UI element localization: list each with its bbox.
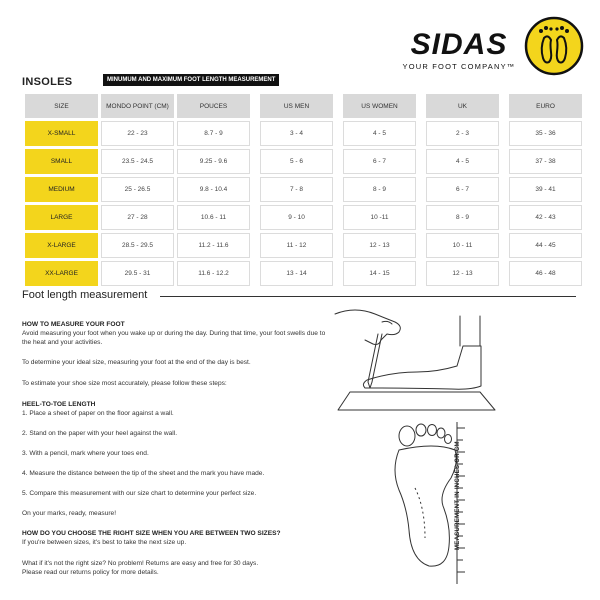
euro-cell: 35 - 36 — [509, 121, 582, 146]
uk-cell: 8 - 9 — [426, 205, 499, 230]
mondo-cell: 23.5 - 24.5 — [101, 149, 174, 174]
us-men-cell: 11 - 12 — [260, 233, 333, 258]
size-cell: X-SMALL — [25, 121, 98, 146]
measurement-banner: MINUMUM AND MAXIMUM FOOT LENGTH MEASUREMENT — [103, 74, 279, 86]
table-row — [25, 121, 582, 146]
pouces-cell: 10.6 - 11 — [177, 205, 250, 230]
header-us-men: US MEN — [260, 94, 333, 118]
euro-cell: 44 - 45 — [509, 233, 582, 258]
step-3: 3. With a pencil, mark where your toes end. — [22, 450, 149, 457]
how-to-measure-heading: HOW TO MEASURE YOUR FOOT — [22, 321, 125, 328]
brand-tagline: YOUR FOOT COMPANY™ — [402, 62, 516, 71]
uk-cell: 12 - 13 — [426, 261, 499, 286]
size-chart-table — [22, 91, 585, 289]
mondo-cell: 25 - 26.5 — [101, 177, 174, 202]
step-2: 2. Stand on the paper with your heel against the wall. — [22, 430, 178, 437]
header-size: SIZE — [25, 94, 98, 118]
us-men-cell: 7 - 8 — [260, 177, 333, 202]
pouces-cell: 9.25 - 9.6 — [177, 149, 250, 174]
header-pouces: POUCES — [177, 94, 250, 118]
table-row — [25, 177, 582, 202]
heel-to-toe-heading: HEEL-TO-TOE LENGTH — [22, 401, 96, 408]
pouces-cell: 8.7 - 9 — [177, 121, 250, 146]
estimate-text: To estimate your shoe size most accurately, please follow these steps: — [22, 380, 227, 387]
size-cell: X-LARGE — [25, 233, 98, 258]
header-mondo-point: MONDO POINT (CM) — [101, 94, 174, 118]
pouces-cell: 11.2 - 11.6 — [177, 233, 250, 258]
step-5: 5. Compare this measurement with our size chart to determine your perfect size. — [22, 490, 257, 497]
section-title: Foot length measurement — [22, 289, 148, 301]
uk-cell: 6 - 7 — [426, 177, 499, 202]
uk-cell: 10 - 11 — [426, 233, 499, 258]
mondo-cell: 27 - 28 — [101, 205, 174, 230]
us-men-cell: 13 - 14 — [260, 261, 333, 286]
between-sizes-heading: HOW DO YOU CHOOSE THE RIGHT SIZE WHEN YOU ARE BETWEEN TWO SIZES? — [22, 530, 281, 537]
us-women-cell: 6 - 7 — [343, 149, 416, 174]
returns-text-2: Please read our returns policy for more details. — [22, 569, 159, 576]
us-women-cell: 12 - 13 — [343, 233, 416, 258]
step-1: 1. Place a sheet of paper on the floor against a wall. — [22, 410, 174, 417]
sidas-footprint-logo-icon — [524, 16, 584, 76]
size-cell: XX-LARGE — [25, 261, 98, 286]
euro-cell: 46 - 48 — [509, 261, 582, 286]
size-cell: SMALL — [25, 149, 98, 174]
mondo-cell: 28.5 - 29.5 — [101, 233, 174, 258]
header-euro: EURO — [509, 94, 582, 118]
between-sizes-text: If you're between sizes, it's best to take the next size up. — [22, 539, 187, 546]
table-row — [25, 205, 582, 230]
uk-cell: 2 - 3 — [426, 121, 499, 146]
euro-cell: 42 - 43 — [509, 205, 582, 230]
us-women-cell: 10 -11 — [343, 205, 416, 230]
pouces-cell: 11.6 - 12.2 — [177, 261, 250, 286]
returns-text-1: What if it's not the right size? No problem! Returns are easy and free for 30 days. — [22, 560, 259, 567]
section-divider — [160, 296, 576, 297]
ready-text: On your marks, ready, measure! — [22, 510, 117, 517]
brand — [398, 30, 520, 71]
us-men-cell: 9 - 10 — [260, 205, 333, 230]
insoles-title: INSOLES — [22, 76, 73, 88]
measurement-axis-label — [453, 426, 465, 550]
us-women-cell: 14 - 15 — [343, 261, 416, 286]
us-men-cell: 5 - 6 — [260, 149, 333, 174]
uk-cell: 4 - 5 — [426, 149, 499, 174]
header-uk: UK — [426, 94, 499, 118]
us-men-cell: 3 - 4 — [260, 121, 333, 146]
table-row — [25, 233, 582, 258]
euro-cell: 39 - 41 — [509, 177, 582, 202]
foot-marking-illustration-icon — [330, 300, 500, 420]
us-women-cell: 8 - 9 — [343, 177, 416, 202]
brand-name: SIDAS — [410, 28, 508, 61]
mondo-cell: 22 - 23 — [101, 121, 174, 146]
us-women-cell: 4 - 5 — [343, 121, 416, 146]
size-cell: LARGE — [25, 205, 98, 230]
mondo-cell: 29.5 - 31 — [101, 261, 174, 286]
size-cell: MEDIUM — [25, 177, 98, 202]
table-header-row — [25, 94, 582, 118]
how-to-measure-text: Avoid measuring your foot when you wake up or during the day. During that time, your foot swells due to the heat and your activities. — [22, 330, 326, 346]
pouces-cell: 9.8 - 10.4 — [177, 177, 250, 202]
header-us-women: US WOMEN — [343, 94, 416, 118]
euro-cell: 37 - 38 — [509, 149, 582, 174]
ideal-size-text: To determine your ideal size, measuring your foot at the end of the day is best. — [22, 359, 251, 366]
table-row — [25, 261, 582, 286]
step-4: 4. Measure the distance between the tip of the sheet and the mark you have made. — [22, 470, 265, 477]
table-row — [25, 149, 582, 174]
measurement-axis-text: MEASUREMENT IN INCHES OR CM — [455, 441, 461, 550]
